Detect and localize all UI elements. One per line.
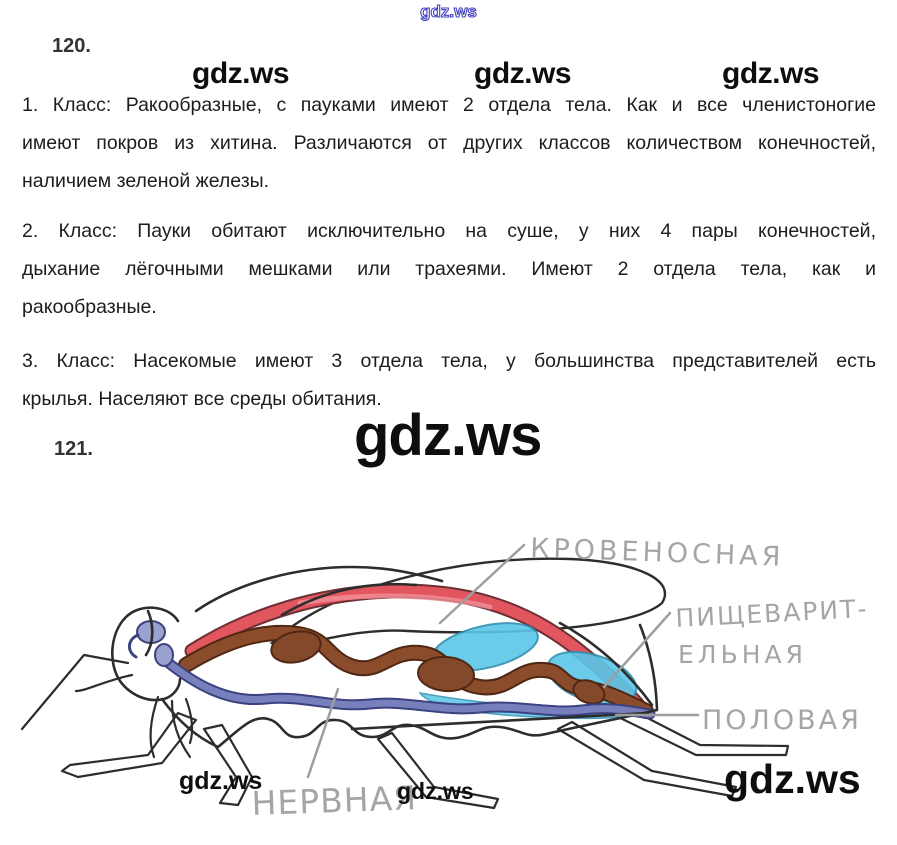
watermark-bottom-2: gdz.ws [397, 778, 474, 804]
watermark-large: gdz.ws [354, 403, 542, 468]
watermark-row-1: gdz.ws [192, 57, 290, 90]
paragraph-line: ракообразные. [22, 296, 157, 318]
watermark-bottom-3: gdz.ws [724, 756, 861, 802]
watermark-top: gdz.ws [420, 2, 477, 21]
paragraph-line: дыхание лёгочными мешками или трахеями. Имеют 2 отдела тела, как и [22, 258, 876, 280]
answer-paragraph-2 [22, 212, 876, 326]
task-number-120: 120. [52, 35, 91, 57]
paragraph-line: 2. Класс: Пауки обитают исключительно на суше, у них 4 пары конечностей, [22, 220, 876, 242]
paragraph-line: 1. Класс: Ракообразные, с пауками имеют 2 отдела тела. Как и все членистоногие [22, 94, 876, 116]
watermark-row-2: gdz.ws [474, 57, 572, 90]
paragraph-line: 3. Класс: Насекомые имеют 3 отдела тела, у большинства представителей есть [22, 350, 876, 372]
task-number-121: 121. [54, 438, 93, 460]
paragraph-line: крылья. Населяют все среды обитания. [22, 388, 382, 410]
watermark-bottom-1: gdz.ws [179, 767, 263, 795]
label-digestive-line1: ПИЩЕВАРИТ- [674, 593, 870, 633]
label-circulatory: КРОВЕНОСНАЯ [529, 533, 785, 573]
answer-paragraph-1 [22, 86, 876, 200]
paragraph-line: наличием зеленой железы. [22, 170, 270, 192]
paragraph-line: имеют покров из хитина. Различаются от других классов количеством конечностей, [22, 132, 876, 154]
label-digestive-line2: ЕЛЬНАЯ [678, 640, 808, 669]
label-genital: ПОЛОВАЯ [702, 705, 862, 736]
label-nervous: НЕРВНАЯ [250, 778, 418, 823]
watermark-row-3: gdz.ws [722, 57, 820, 90]
